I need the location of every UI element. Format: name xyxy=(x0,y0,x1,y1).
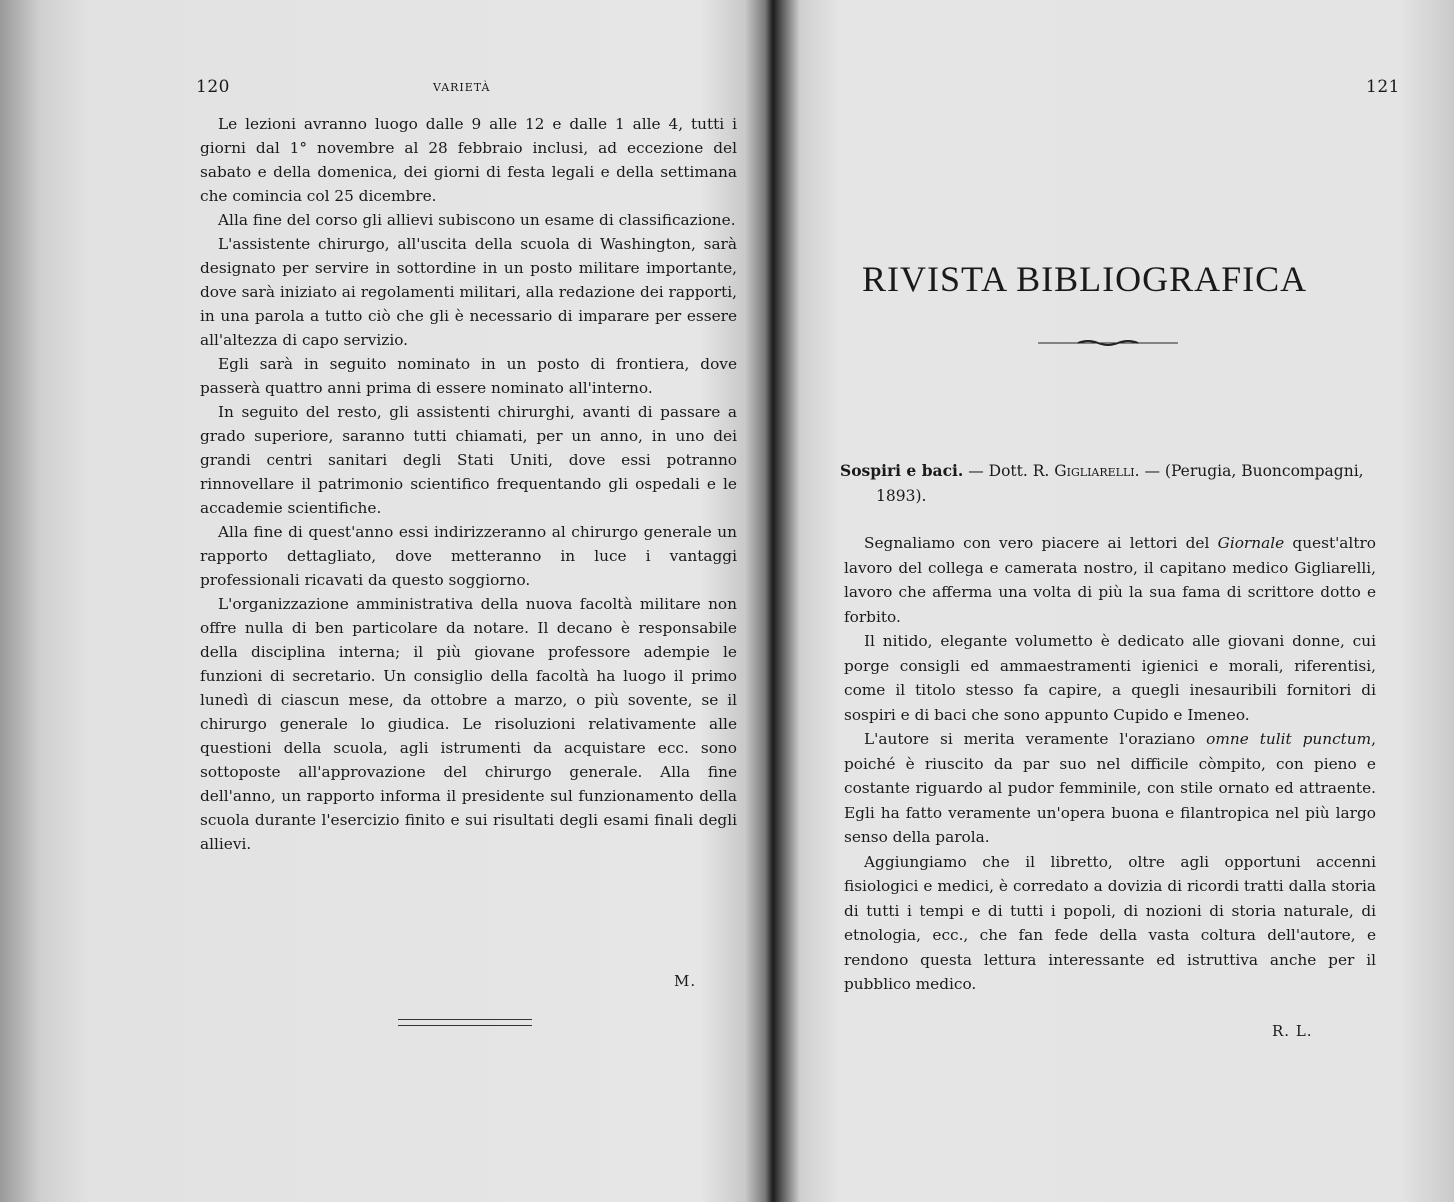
text-run: Aggiungiamo che il libretto, oltre agli opportuni accenni fisiologici e medici, è corredato a dovizia di ricordi tratti dalla storia di tutti i tempi e di tutti i popoli, di nozioni di storia naturale, di etnologia, ecc., che fan fede della vasta coltura dell'autore, e rendono questa lettura interessante ed istruttiva anche per il pubblico medico. xyxy=(844,852,1376,993)
signature-left: M. xyxy=(674,972,697,990)
bibliography-entry xyxy=(840,458,1416,509)
right-body-text xyxy=(844,531,1376,997)
entry-publication: . — (Perugia, Buoncompagni, 1893). xyxy=(876,462,1364,505)
paragraph: In seguito del resto, gli assistenti chirurghi, avanti di passare a grado superiore, saranno tutti chiamati, per un anno, in uno dei grandi centri sanitari degli Stati Uniti, dove essi potranno rinnovellare il patrimonio scientifico frequentando gli ospedali e le accademie scientifiche. xyxy=(200,403,737,517)
page-number-right: 121 xyxy=(1366,77,1400,97)
text-run: L'autore si merita veramente l'oraziano xyxy=(864,730,1207,748)
text-run: , poiché è riuscito da par suo nel difficile còmpito, con pieno e costante riguardo al pudor femminile, con stile ornato ed attraente. Egli ha fatto veramente un'opera buona e filantropica nel più largo senso della parola. xyxy=(844,730,1377,846)
italic-text: omne tulit punctum xyxy=(1206,730,1372,748)
left-body-text xyxy=(200,112,737,856)
paragraph: Egli sarà in seguito nominato in un posto di frontiera, dove passerà quattro anni prima di essere nominato all'interno. xyxy=(200,355,737,397)
paragraph xyxy=(844,531,1376,629)
page-number-left: 120 xyxy=(196,77,230,97)
running-head: VARIETÀ xyxy=(433,81,491,94)
italic-text: Giornale xyxy=(1217,534,1285,552)
paragraph xyxy=(844,850,1376,997)
text-run: Il nitido, elegante volumetto è dedicato alle giovani donne, cui porge consigli ed ammaestramenti igienici e morali, riferentisi, come il titolo stesso fa capire, a quegli inesauribili fornitori di sospiri e di baci che sono appunto Cupido e Imeneo. xyxy=(844,632,1376,724)
text-run: quest'altro lavoro del collega e camerata nostro, il capitano medico Gigliarelli, lavoro che afferma una volta di più la sua fama di scrittore dotto e forbito. xyxy=(844,534,1376,626)
paragraph: Le lezioni avranno luogo dalle 9 alle 12 e dalle 1 alle 4, tutti i giorni dal 1° novembre al 28 febbraio inclusi, ad eccezione del sabato e della domenica, dei giorni di festa legali e della settimana che comincia col 25 dicembre. xyxy=(200,115,737,205)
book-author: Gigliarelli xyxy=(1054,462,1135,480)
signature-right: R. L. xyxy=(1272,1022,1313,1040)
ornament-divider xyxy=(1038,338,1178,348)
section-title: RIVISTA BIBLIOGRAFICA xyxy=(862,259,1308,299)
paragraph: Alla fine del corso gli allievi subiscono un esame di classificazione. xyxy=(218,211,736,229)
entry-separator: — Dott. R. xyxy=(963,462,1055,480)
paragraph: Alla fine di quest'anno essi indirizzeranno al chirurgo generale un rapporto dettagliato, dove metteranno in luce i vantaggi professionali ricavati da questo soggiorno. xyxy=(200,523,737,589)
right-page xyxy=(776,0,1454,1202)
text-run: Segnaliamo con vero piacere ai lettori del xyxy=(864,534,1218,552)
paragraph: L'organizzazione amministrativa della nuova facoltà militare non offre nulla di ben particolare da notare. Il decano è responsabile della disciplina interna; il più giovane professore adempie le funzioni di secretario. Un consiglio della facoltà ha luogo il primo lunedì di ciascun mese, da ottobre a marzo, o più sovente, se il chirurgo generale lo giudica. Le risoluzioni relativamente alle questioni della scuola, agli istrumenti da acquistare ecc. sono sottoposte all'approvazione del chirurgo generale. Alla fine dell'anno, un rapporto informa il presidente sul funzionamento della scuola durante l'esercizio finito e sui risultati degli esami finali degli allievi. xyxy=(200,595,737,853)
end-rule xyxy=(398,1019,532,1026)
book-title: Sospiri e baci. xyxy=(840,461,964,480)
paragraph xyxy=(844,727,1376,850)
paragraph xyxy=(844,629,1376,727)
paragraph: L'assistente chirurgo, all'uscita della scuola di Washington, sarà designato per servire in sottordine in un posto militare importante, dove sarà iniziato ai regolamenti militari, alla redazione dei rapporti, in una parola a tutto ciò che gli è necessario di imparare per essere all'altezza di capo servizio. xyxy=(200,235,737,349)
